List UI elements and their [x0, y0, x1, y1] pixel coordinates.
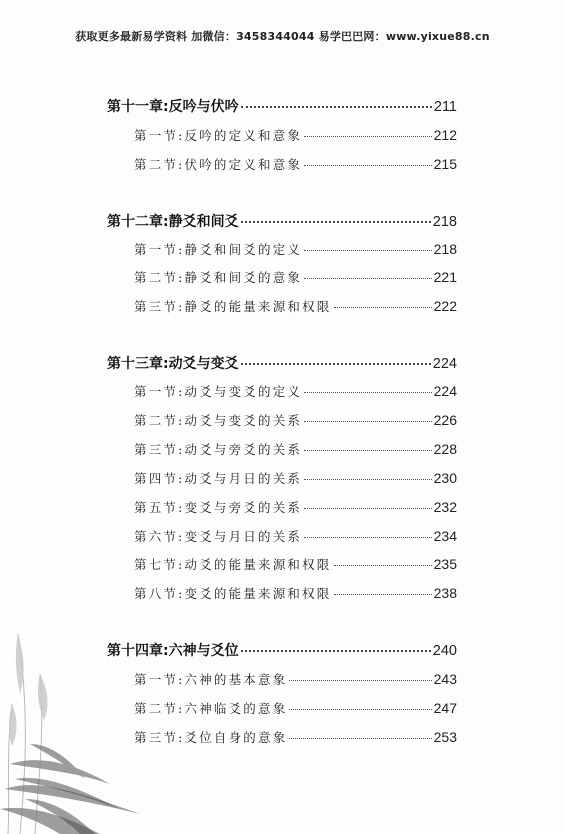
leader-dots	[304, 391, 432, 393]
toc-section[interactable]	[134, 469, 457, 487]
section-page-number: 247	[433, 700, 457, 716]
section-title: 第六节:变爻与月日的关系	[134, 529, 303, 544]
leader-dots	[241, 649, 431, 652]
toc-section[interactable]	[134, 527, 457, 545]
chapter-title: 第十二章:静爻和间爻	[107, 214, 239, 230]
toc-section[interactable]	[134, 555, 457, 573]
section-title: 第一节:六神的基本意象	[134, 672, 288, 687]
section-page-number: 228	[433, 441, 457, 457]
leader-dots	[334, 306, 432, 308]
section-title: 第一节:动爻与变爻的定义	[134, 384, 303, 399]
section-page-number: 212	[433, 127, 457, 143]
section-title: 第一节:静爻和间爻的定义	[134, 242, 303, 257]
section-title: 第三节:动爻与旁爻的关系	[134, 442, 303, 457]
section-title: 第二节:静爻和间爻的意象	[134, 270, 303, 285]
section-title: 第五节:变爻与旁爻的关系	[134, 500, 303, 515]
section-page-number: 221	[433, 269, 457, 285]
chapter-page-number: 240	[432, 643, 457, 659]
toc-section[interactable]	[134, 498, 457, 516]
section-title: 第三节:爻位自身的意象	[134, 730, 288, 745]
section-page-number: 226	[433, 412, 457, 428]
reed-illustration	[0, 594, 150, 834]
toc-chapter-13[interactable]	[107, 353, 457, 373]
section-title: 第七节:动爻的能量来源和权限	[134, 557, 332, 572]
toc-section[interactable]	[134, 240, 457, 258]
section-page-number: 218	[433, 241, 457, 257]
toc-section[interactable]	[134, 584, 457, 602]
section-page-number: 215	[433, 156, 457, 172]
toc-section[interactable]	[134, 670, 457, 688]
section-title: 第二节:动爻与变爻的关系	[134, 413, 303, 428]
leader-dots	[304, 135, 432, 137]
section-title: 第一节:反吟的定义和意象	[134, 128, 303, 143]
section-page-number: 234	[433, 528, 457, 544]
toc-section[interactable]	[134, 297, 457, 315]
leader-dots	[304, 277, 432, 279]
toc-section[interactable]	[134, 382, 457, 400]
section-page-number: 235	[433, 556, 457, 572]
leader-dots	[304, 449, 432, 451]
chapter-page-number: 211	[433, 99, 457, 115]
section-page-number: 224	[433, 383, 457, 399]
chapter-title: 第十四章:六神与爻位	[107, 643, 239, 659]
toc-chapter-14[interactable]	[107, 640, 457, 660]
toc-section[interactable]	[134, 728, 457, 746]
chapter-page-number: 218	[432, 214, 457, 230]
toc-section[interactable]	[134, 440, 457, 458]
leader-dots	[241, 105, 432, 108]
section-title: 第八节:变爻的能量来源和权限	[134, 586, 332, 601]
leader-dots	[241, 362, 431, 365]
leader-dots	[304, 536, 432, 538]
toc-section[interactable]	[134, 699, 457, 717]
leader-dots	[334, 564, 432, 566]
toc-chapter-12[interactable]	[107, 211, 457, 231]
leader-dots	[304, 164, 432, 166]
section-title: 第二节:六神临爻的意象	[134, 701, 288, 716]
section-page-number: 253	[433, 729, 457, 745]
chapter-page-number: 224	[432, 356, 457, 372]
leader-dots	[304, 420, 432, 422]
leader-dots	[304, 249, 432, 251]
leader-dots	[289, 737, 431, 739]
section-page-number: 222	[433, 298, 457, 314]
section-title: 第三节:静爻的能量来源和权限	[134, 299, 332, 314]
toc-chapter-11[interactable]	[107, 96, 457, 116]
chapter-title: 第十三章:动爻与变爻	[107, 356, 239, 372]
leader-dots	[289, 679, 431, 681]
leader-dots	[304, 478, 432, 480]
toc-section[interactable]	[134, 411, 457, 429]
toc-section[interactable]	[134, 268, 457, 286]
toc-section[interactable]	[134, 126, 457, 144]
section-page-number: 243	[433, 671, 457, 687]
leader-dots	[289, 708, 431, 710]
chapter-title: 第十一章:反吟与伏吟	[107, 99, 239, 115]
section-page-number: 232	[433, 499, 457, 515]
toc-section[interactable]	[134, 155, 457, 173]
leader-dots	[334, 593, 432, 595]
section-title: 第四节:动爻与月日的关系	[134, 471, 303, 486]
leader-dots	[241, 220, 431, 223]
section-page-number: 230	[433, 470, 457, 486]
section-page-number: 238	[433, 585, 457, 601]
page-header: 获取更多最新易学资料 加微信：3458344044 易学巴巴网：www.yixue88.cn	[75, 30, 490, 43]
leader-dots	[304, 507, 432, 509]
section-title: 第二节:伏吟的定义和意象	[134, 157, 303, 172]
